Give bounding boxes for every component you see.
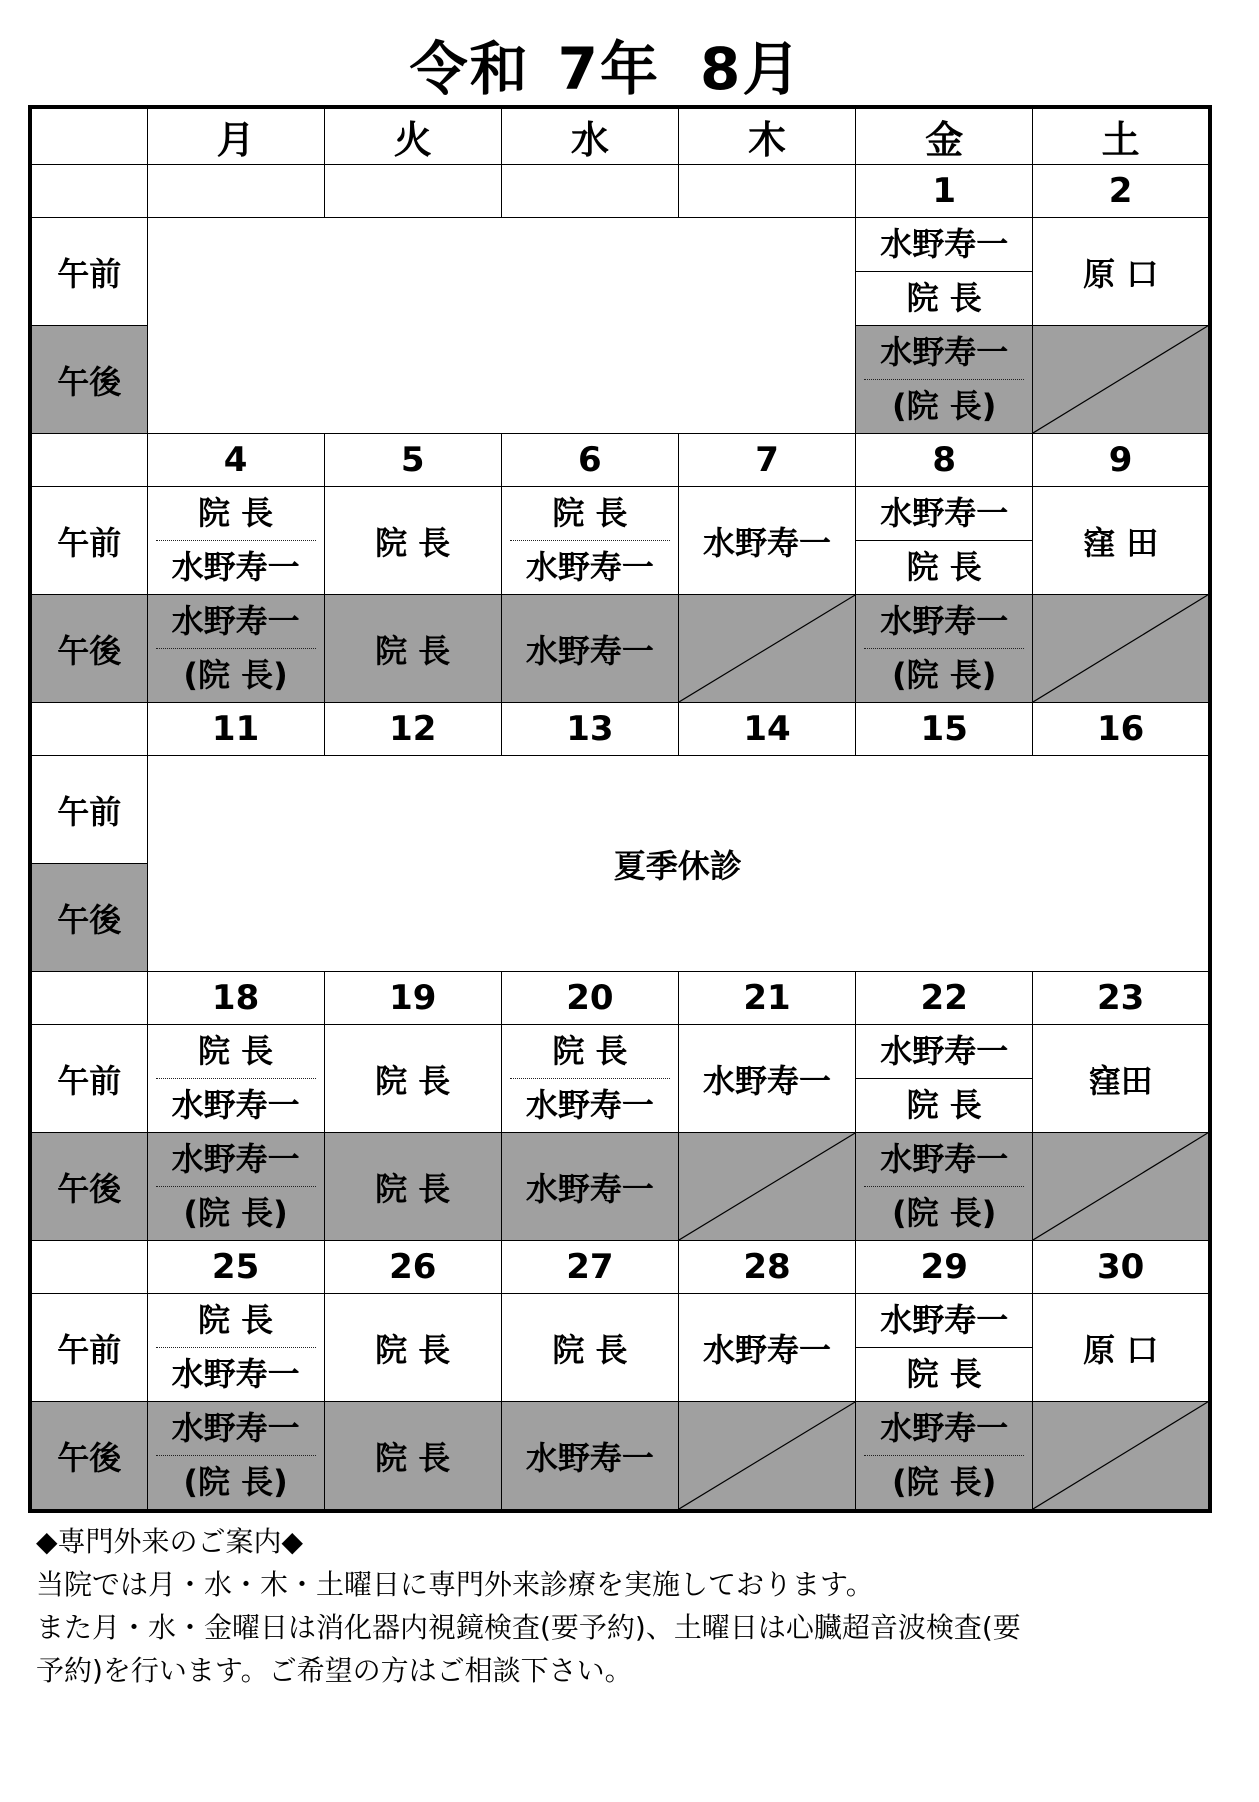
schedule-cell: [147, 1025, 324, 1133]
am-label: 午前: [30, 1025, 147, 1133]
doctor-name: 院 長: [324, 595, 501, 703]
closed-cell: [1033, 326, 1210, 434]
schedule-cell: [856, 326, 1033, 434]
date-cell: 19: [324, 972, 501, 1025]
doctor-name: 水野寿一: [856, 218, 1032, 272]
holiday-notice: 夏季休診: [147, 756, 1210, 972]
date-row: [30, 165, 1210, 218]
date-cell: [501, 165, 678, 218]
doctor-name: 水野寿一: [856, 1025, 1032, 1079]
date-cell: 29: [856, 1241, 1033, 1294]
diagonal-slash-icon: [1033, 1133, 1208, 1240]
schedule-cell: [501, 487, 678, 595]
am-row: [30, 1294, 1210, 1402]
date-cell: 8: [856, 434, 1033, 487]
am-label: 午前: [30, 756, 147, 864]
weekday-tue: 火: [324, 107, 501, 165]
doctor-name: (院 長): [892, 1194, 997, 1232]
date-cell: 23: [1033, 972, 1210, 1025]
pm-label: 午後: [30, 864, 147, 972]
diagonal-slash-icon: [679, 1402, 855, 1509]
doctor-name: (院 長): [892, 387, 997, 425]
doctor-name: 水野寿一: [856, 487, 1032, 541]
doctor-name: 水野寿一: [525, 1086, 654, 1124]
closed-cell: [1033, 1402, 1210, 1512]
page-title: [0, 34, 1212, 104]
doctor-name: 窪田: [1033, 1025, 1210, 1133]
doctor-name: 院 長: [510, 487, 670, 541]
schedule-cell: [147, 595, 324, 703]
doctor-name: 原 口: [1033, 218, 1210, 326]
doctor-name: (院 長): [892, 1463, 997, 1501]
title-year: 7年: [557, 35, 660, 103]
pm-row: [30, 1133, 1210, 1241]
date-cell: [324, 165, 501, 218]
weekday-wed: 水: [501, 107, 678, 165]
doctor-name: 窪 田: [1033, 487, 1210, 595]
weekday-mon: 月: [147, 107, 324, 165]
schedule-cell: [856, 1294, 1033, 1402]
diagonal-slash-icon: [679, 1133, 855, 1240]
pm-row: [30, 1402, 1210, 1512]
date-label-cell: [30, 1241, 147, 1294]
doctor-name: 水野寿一: [678, 1025, 855, 1133]
am-row: [30, 218, 1210, 326]
date-row: [30, 972, 1210, 1025]
date-cell: 2: [1033, 165, 1210, 218]
doctor-name: (院 長): [183, 1194, 288, 1232]
doctor-name: 水野寿一: [171, 548, 300, 586]
weekday-header-row: [30, 107, 1210, 165]
schedule-cell: [856, 487, 1033, 595]
date-cell: 22: [856, 972, 1033, 1025]
diagonal-slash-icon: [679, 595, 855, 702]
empty-block: [147, 218, 856, 434]
am-label: 午前: [30, 487, 147, 595]
doctor-name: 水野寿一: [864, 1402, 1024, 1456]
schedule-cell: [147, 1294, 324, 1402]
pm-label: 午後: [30, 1133, 147, 1241]
schedule-cell: [856, 1133, 1033, 1241]
date-cell: 7: [678, 434, 855, 487]
schedule-cell: [147, 1402, 324, 1512]
am-row: [30, 487, 1210, 595]
date-cell: 1: [856, 165, 1033, 218]
specialist-notice: [36, 1520, 1186, 1692]
doctor-name: (院 長): [183, 656, 288, 694]
closed-cell: [1033, 1133, 1210, 1241]
date-cell: 18: [147, 972, 324, 1025]
date-row: [30, 1241, 1210, 1294]
date-cell: [678, 165, 855, 218]
pm-label: 午後: [30, 326, 147, 434]
schedule-cell: [856, 1025, 1033, 1133]
date-cell: 21: [678, 972, 855, 1025]
date-cell: 9: [1033, 434, 1210, 487]
date-cell: 16: [1033, 703, 1210, 756]
am-label: 午前: [30, 1294, 147, 1402]
date-cell: 15: [856, 703, 1033, 756]
doctor-name: 水野寿一: [156, 1133, 316, 1187]
date-cell: 5: [324, 434, 501, 487]
title-month: 8月: [700, 35, 803, 103]
date-cell: 25: [147, 1241, 324, 1294]
diagonal-slash-icon: [1033, 595, 1208, 702]
date-row: [30, 703, 1210, 756]
doctor-name: 水野寿一: [864, 595, 1024, 649]
date-cell: 6: [501, 434, 678, 487]
schedule-cell: [147, 1133, 324, 1241]
doctor-name: 院 長: [156, 487, 316, 541]
closed-cell: [678, 1133, 855, 1241]
doctor-name: 院 長: [906, 1355, 982, 1393]
doctor-name: 院 長: [324, 1025, 501, 1133]
corner-cell: [30, 107, 147, 165]
date-cell: 4: [147, 434, 324, 487]
date-label-cell: [30, 703, 147, 756]
doctor-name: 院 長: [324, 1133, 501, 1241]
doctor-name: 水野寿一: [501, 1402, 678, 1512]
doctor-name: 水野寿一: [171, 1355, 300, 1393]
doctor-name: 院 長: [156, 1294, 316, 1348]
date-cell: 12: [324, 703, 501, 756]
doctor-name: (院 長): [892, 656, 997, 694]
doctor-name: 水野寿一: [864, 1133, 1024, 1187]
doctor-name: 水野寿一: [156, 595, 316, 649]
notice-line: 予約)を行います。ご希望の方はご相談下さい。: [36, 1654, 633, 1687]
date-cell: 26: [324, 1241, 501, 1294]
date-cell: 20: [501, 972, 678, 1025]
title-era: 令和: [409, 35, 530, 103]
doctor-name: 院 長: [324, 1294, 501, 1402]
diagonal-slash-icon: [1033, 326, 1208, 433]
closed-cell: [1033, 595, 1210, 703]
doctor-name: 院 長: [324, 1402, 501, 1512]
date-cell: 14: [678, 703, 855, 756]
doctor-name: 院 長: [906, 1086, 982, 1124]
schedule-cell: [856, 595, 1033, 703]
doctor-name: 院 長: [510, 1025, 670, 1079]
date-cell: 27: [501, 1241, 678, 1294]
am-label: 午前: [30, 218, 147, 326]
doctor-name: 水野寿一: [525, 548, 654, 586]
schedule-cell: [147, 487, 324, 595]
closed-cell: [678, 1402, 855, 1512]
date-cell: 13: [501, 703, 678, 756]
schedule-cell: [856, 1402, 1033, 1512]
schedule-cell: [501, 1025, 678, 1133]
pm-label: 午後: [30, 1402, 147, 1512]
doctor-name: 水野寿一: [856, 1294, 1032, 1348]
date-label-cell: [30, 972, 147, 1025]
schedule-table: [28, 105, 1212, 1513]
doctor-name: (院 長): [183, 1463, 288, 1501]
doctor-name: 院 長: [156, 1025, 316, 1079]
doctor-name: 水野寿一: [678, 487, 855, 595]
notice-line: また月・水・金曜日は消化器内視鏡検査(要予約)、土曜日は心臓超音波検査(要: [36, 1611, 1021, 1644]
notice-line: 当院では月・水・木・土曜日に専門外来診療を実施しております。: [36, 1568, 874, 1601]
date-label-cell: [30, 165, 147, 218]
pm-row: [30, 595, 1210, 703]
doctor-name: 水野寿一: [501, 595, 678, 703]
weekday-sat: 土: [1033, 107, 1210, 165]
diagonal-slash-icon: [1033, 1402, 1208, 1509]
doctor-name: 水野寿一: [156, 1402, 316, 1456]
weekday-thu: 木: [678, 107, 855, 165]
am-row: [30, 1025, 1210, 1133]
doctor-name: 原 口: [1033, 1294, 1210, 1402]
date-cell: 30: [1033, 1241, 1210, 1294]
doctor-name: 水野寿一: [678, 1294, 855, 1402]
date-cell: 11: [147, 703, 324, 756]
date-cell: [147, 165, 324, 218]
doctor-name: 水野寿一: [171, 1086, 300, 1124]
pm-label: 午後: [30, 595, 147, 703]
notice-heading: ◆専門外来のご案内◆: [36, 1525, 304, 1558]
weekday-fri: 金: [856, 107, 1033, 165]
date-cell: 28: [678, 1241, 855, 1294]
date-label-cell: [30, 434, 147, 487]
doctor-name: 院 長: [906, 279, 982, 317]
doctor-name: 水野寿一: [501, 1133, 678, 1241]
am-row: [30, 756, 1210, 864]
doctor-name: 院 長: [501, 1294, 678, 1402]
doctor-name: 院 長: [324, 487, 501, 595]
closed-cell: [678, 595, 855, 703]
date-row: [30, 434, 1210, 487]
doctor-name: 水野寿一: [864, 326, 1024, 380]
doctor-name: 院 長: [906, 548, 982, 586]
schedule-cell: [856, 218, 1033, 326]
